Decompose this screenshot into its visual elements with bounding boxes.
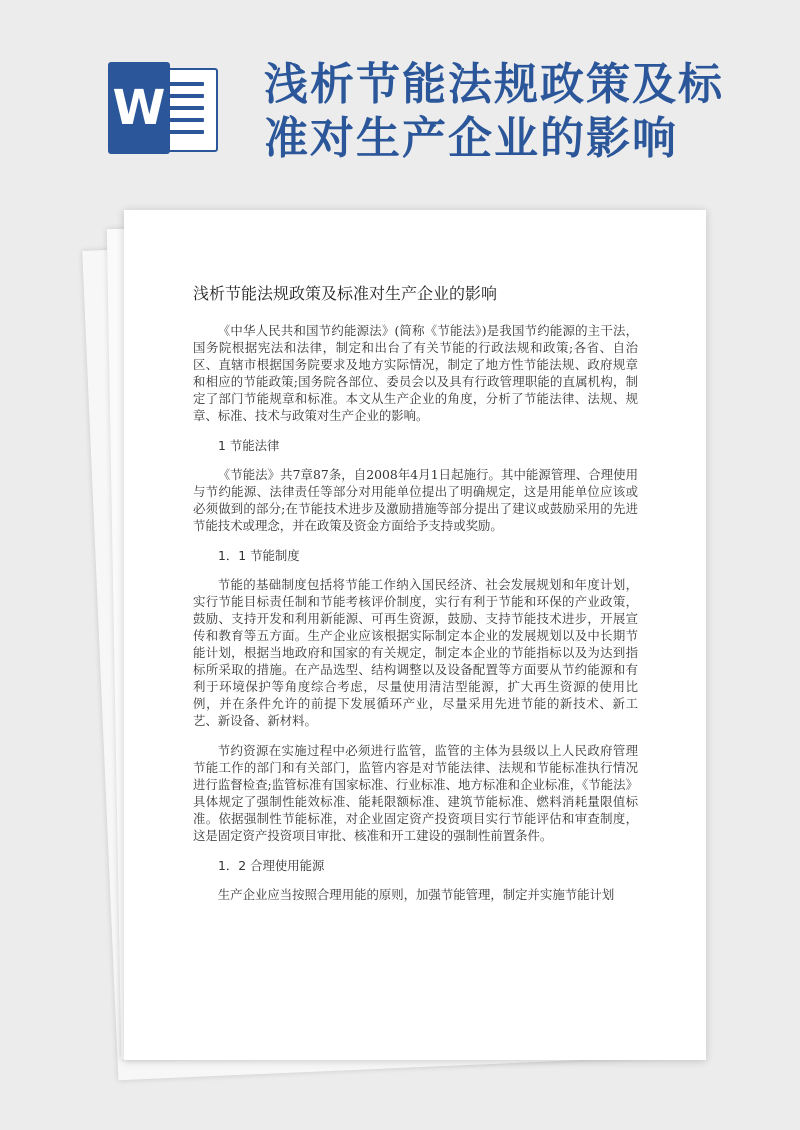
document-page <box>124 210 706 1060</box>
page-header <box>0 0 800 205</box>
intro-paragraph: 《中华人民共和国节约能源法》(简称《节能法》)是我国节约能源的主干法，国务院根据宪法和法律，制定和出台了有关节能的行政法规和政策;各省、自治区、直辖市根据国务院要求及地方实际情况，制定了地方性节能法规、政府规章和相应的节能政策;国务院各部位、委员会以及具有行政管理职能的直属机构，制定了部门节能规章和标准。本文从生产企业的角度，分析了节能法律、法规、规章、标准、技术与政策对生产企业的影响。 <box>193 323 638 423</box>
section-heading-1: 1 节能法律 <box>218 438 280 453</box>
page-title: 浅析节能法规政策及标准对生产企业的影响 <box>264 59 724 164</box>
section-1-2-paragraph: 生产企业应当按照合理用能的原则，加强节能管理，制定并实施节能计划 <box>217 887 615 902</box>
section-heading-1-1: 1．1 节能制度 <box>218 548 300 563</box>
section-heading-1-2: 1．2 合理使用能源 <box>218 858 325 873</box>
section-1-1-paragraph-1: 节能的基础制度包括将节能工作纳入国民经济、社会发展规划和年度计划，实行节能目标责任制和节能考核评价制度，实行有利于节能和环保的产业政策，鼓励、支持开发和利用新能源、可再生资源，鼓励、支持节能技术进步，开展宣传和教育等五方面。生产企业应该根据实际制定本企业的发展规划以及中长期节能计划，根据当地政府和国家的有关规定，制定本企业的节能指标以及为达到指标所采取的措施。在产品选型、结构调整以及设备配置等方面要从节约能源和有利于环境保护等角度综合考虑，尽量使用清洁型能源，扩大再生资源的使用比例，并在条件允许的前提下发展循环产业，尽量采用先进节能的新技术、新工艺、新设备、新材料。 <box>193 577 638 728</box>
document-body <box>193 322 638 916</box>
word-icon <box>108 62 218 154</box>
section-1-paragraph: 《节能法》共7章87条，自2008年4月1日起施行。其中能源管理、合理使用与节约能源、法律责任等部分对用能单位提出了明确规定，这是用能单位应该或必须做到的部分;在节能技术进步及激励措施等部分提出了建议或鼓励采用的先进节能技术或理念，并在政策及资金方面给予支持或奖励。 <box>193 467 638 533</box>
word-icon-letter: W <box>108 62 170 154</box>
document-title: 浅析节能法规政策及标准对生产企业的影响 <box>193 284 498 303</box>
section-1-1-paragraph-2: 节约资源在实施过程中必须进行监管，监管的主体为县级以上人民政府管理节能工作的部门和有关部门，监管内容是对节能法律、法规和节能标准执行情况进行监督检查;监管标准有国家标准、行业标准、地方标准和企业标准，《节能法》具体规定了强制性能效标准、能耗限额标准、建筑节能标准、燃料消耗量限值标准。依据强制性节能标准，对企业固定资产投资项目实行节能评估和审查制度，这是固定资产投资项目审批、核准和开工建设的强制性前置条件。 <box>193 743 638 843</box>
